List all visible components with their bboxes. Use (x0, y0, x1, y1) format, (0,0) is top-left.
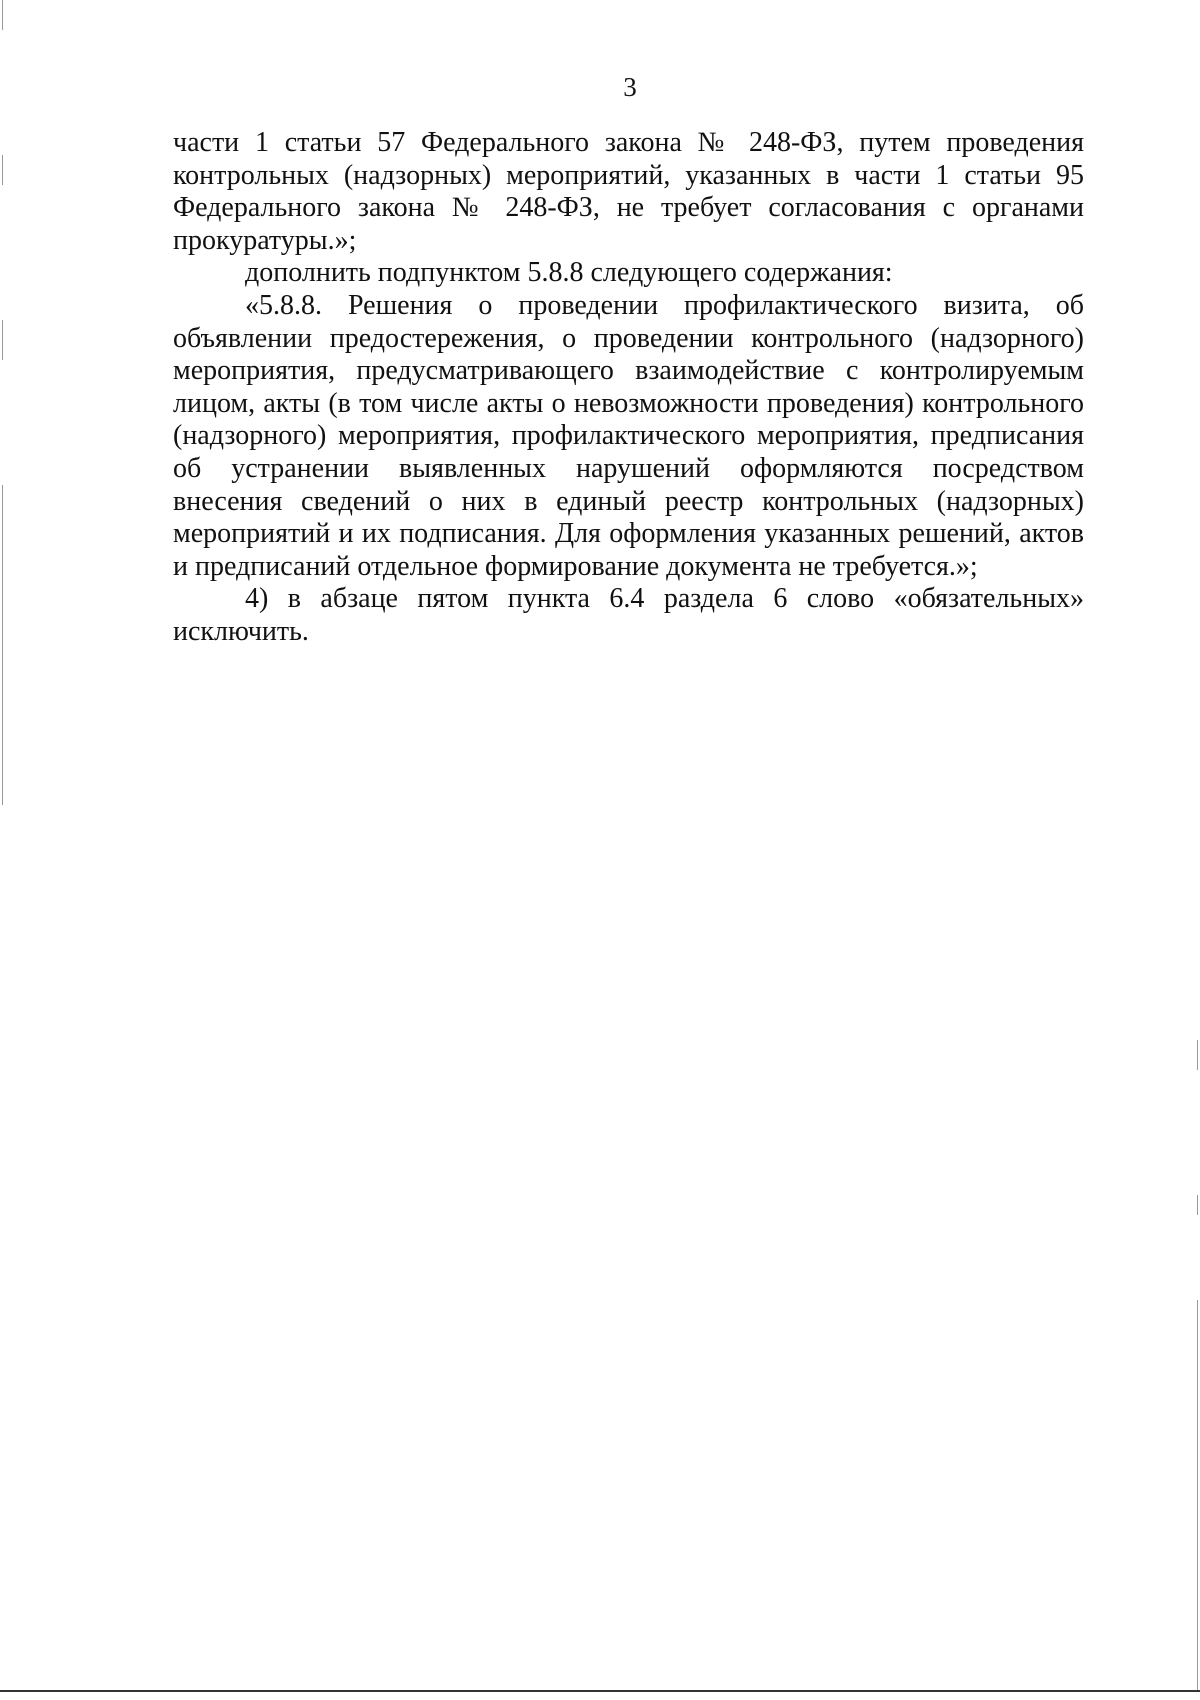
paragraph-amendment-intro: дополнить подпунктом 5.8.8 следующего содержания: (245, 257, 893, 289)
scan-edge-mark (1197, 1040, 1198, 1070)
scan-edge-mark (2, 485, 3, 805)
scan-edge-mark (2, 320, 3, 360)
scan-edge-mark (2, 0, 3, 30)
scan-edge-mark (1197, 1300, 1198, 1690)
paragraph-subclause-5-8-8: «5.8.8. Решения о проведении профилактического визита, об объявлении предостережения, о проведении контрольного (надзорного) мероприятия, предусматривающего взаимодействие с контролируемым лицом, акты (в том числе акты о невозможности проведения) контрольного (надзорного) мероприятия, профилактического мероприятия, предписания об устранении выявленных нарушений оформляются посредством внесения сведений о них в единый реестр контрольных (надзорных) мероприятий и их подписания. Для оформления указанных решений, актов и предписаний отдельное формирование документа не требуется.»; (173, 289, 1084, 582)
page-number: 3 (623, 72, 637, 102)
scan-edge-mark (1197, 1195, 1198, 1215)
scan-bottom-edge (0, 1690, 1200, 1692)
paragraph-item-4: 4) в абзаце пятом пункта 6.4 раздела 6 слово «обязательных» исключить. (173, 583, 1084, 647)
document-body (173, 127, 1084, 649)
paragraph-continuation: части 1 статьи 57 Федерального закона № 248-ФЗ, путем проведения контрольных (надзорных) мероприятий, указанных в части 1 статьи 95 Федерального закона № 248-ФЗ, не требует согласования с органами прокуратуры.»; (173, 127, 1084, 256)
scan-edge-mark (2, 155, 3, 185)
